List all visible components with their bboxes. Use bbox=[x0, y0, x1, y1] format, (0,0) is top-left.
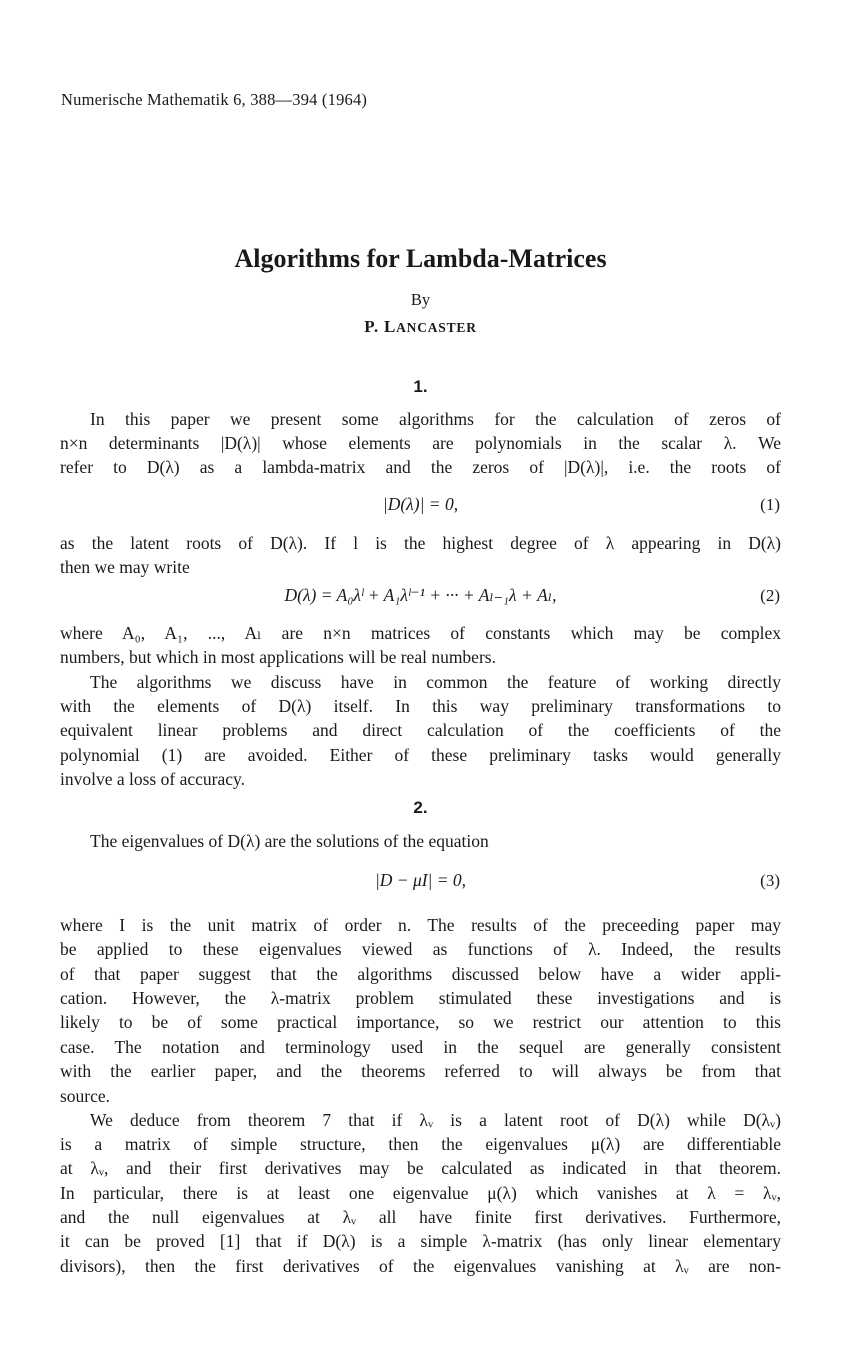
text-line: then we may write bbox=[60, 557, 190, 577]
author-initial: P. L bbox=[364, 317, 397, 336]
text-line: divisors), then the first derivatives of the eigenvalues vanishing at λᵥ are non- bbox=[60, 1256, 781, 1276]
byline: By bbox=[410, 290, 431, 309]
equation-1: |D(λ)| = 0, bbox=[382, 494, 459, 514]
text-line: refer to D(λ) as a lambda-matrix and the zeros of |D(λ)|, i.e. the roots of bbox=[60, 457, 781, 477]
text-line: cation. However, the λ-matrix problem stimulated these investigations and is bbox=[60, 988, 781, 1008]
text-line: be applied to these eigenvalues viewed as functions of λ. Indeed, the results bbox=[60, 939, 781, 959]
text-line: where A₀, A₁, ..., Aₗ are n×n matrices of constants which may be complex bbox=[60, 623, 781, 643]
equation-3: |D − μI| = 0, bbox=[374, 870, 467, 890]
author-name bbox=[0, 317, 841, 337]
section-heading-2: 2. bbox=[413, 798, 428, 817]
journal-citation: Numerische Mathematik 6, 388—394 (1964) bbox=[61, 90, 368, 109]
author-surname-smallcaps: ANCASTER bbox=[396, 320, 477, 335]
text-line: and the null eigenvalues at λᵥ all have finite first derivatives. Furthermore, bbox=[60, 1207, 781, 1227]
text-line: polynomial (1) are avoided. Either of these preliminary tasks would generally bbox=[60, 745, 781, 765]
text-line: with the earlier paper, and the theorems referred to will always be from that bbox=[60, 1061, 781, 1081]
text-line: as the latent roots of D(λ). If l is the highest degree of λ appearing in D(λ) bbox=[60, 533, 781, 553]
section-heading-1: 1. bbox=[413, 377, 428, 396]
text-line: equivalent linear problems and direct calculation of the coefficients of the bbox=[60, 720, 781, 740]
text-line: involve a loss of accuracy. bbox=[60, 769, 245, 789]
text-line: The eigenvalues of D(λ) are the solutions of the equation bbox=[90, 831, 489, 851]
text-line: n×n determinants |D(λ)| whose elements are polynomials in the scalar λ. We bbox=[60, 433, 781, 453]
text-line: In this paper we present some algorithms for the calculation of zeros of bbox=[90, 409, 781, 429]
paper-title: Algorithms for Lambda-Matrices bbox=[234, 244, 607, 273]
text-line: The algorithms we discuss have in common the feature of working directly bbox=[90, 672, 781, 692]
text-line: likely to be of some practical importance, so we restrict our attention to this bbox=[60, 1012, 781, 1032]
text-line: numbers, but which in most applications will be real numbers. bbox=[60, 647, 496, 667]
text-line: with the elements of D(λ) itself. In this way preliminary transformations to bbox=[60, 696, 781, 716]
equation-number-2: (2) bbox=[760, 586, 780, 605]
text-line: at λᵥ, and their first derivatives may be calculated as indicated in that theorem. bbox=[60, 1158, 781, 1178]
text-line: where I is the unit matrix of order n. The results of the preceeding paper may bbox=[60, 915, 781, 935]
text-line: In particular, there is at least one eigenvalue μ(λ) which vanishes at λ = λᵥ, bbox=[60, 1183, 781, 1203]
text-line: source. bbox=[60, 1086, 111, 1106]
text-line: it can be proved [1] that if D(λ) is a simple λ-matrix (has only linear elementary bbox=[60, 1231, 781, 1251]
equation-2: D(λ) = A₀λˡ + A₁λˡ⁻¹ + ··· + Aₗ₋₁λ + Aₗ, bbox=[284, 585, 557, 605]
text-line: case. The notation and terminology used in the sequel are generally consistent bbox=[60, 1037, 781, 1057]
text-line: of that paper suggest that the algorithms discussed below have a wider appli- bbox=[60, 964, 781, 984]
equation-number-3: (3) bbox=[760, 871, 780, 890]
text-line: is a matrix of simple structure, then the eigenvalues μ(λ) are differentiable bbox=[60, 1134, 781, 1154]
text-line: We deduce from theorem 7 that if λᵥ is a latent root of D(λ) while D(λᵥ) bbox=[90, 1110, 781, 1130]
equation-number-1: (1) bbox=[760, 495, 780, 514]
